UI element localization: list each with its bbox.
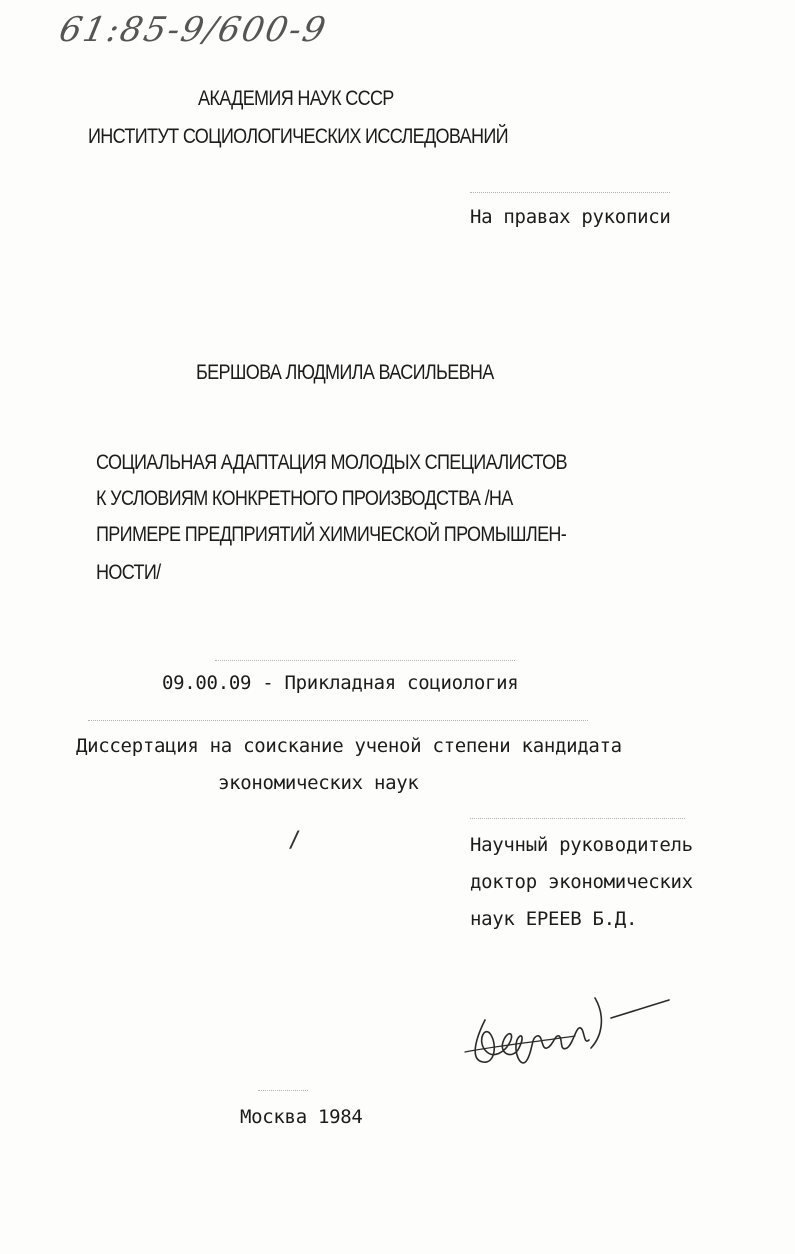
title-line-2: К УСЛОВИЯМ КОНКРЕТНОГО ПРОИЗВОДСТВА /НА <box>96 487 513 510</box>
supervisor-title: Научный руководитель <box>470 834 693 856</box>
title-line-4: НОСТИ/ <box>96 561 161 584</box>
supervisor-name: наук ЕРЕЕВ Б.Д. <box>470 908 638 930</box>
degree-line-2: экономических наук <box>218 772 419 794</box>
specialty-code: 09.00.09 - Прикладная социология <box>162 672 519 694</box>
scan-speckle <box>258 1090 308 1092</box>
author-name: БЕРШОВА ЛЮДМИЛА ВАСИЛЬЕВНА <box>196 361 494 384</box>
handwritten-signature <box>455 990 675 1080</box>
title-line-1: СОЦИАЛЬНАЯ АДАПТАЦИЯ МОЛОДЫХ СПЕЦИАЛИСТОВ <box>96 451 567 474</box>
handwritten-archive-mark: 61:85-9/600-9 <box>55 10 331 50</box>
scan-speckle <box>470 818 685 820</box>
academy-name: АКАДЕМИЯ НАУК СССР <box>198 87 394 110</box>
supervisor-degree: доктор экономических <box>470 871 693 893</box>
institute-name: ИНСТИТУТ СОЦИОЛОГИЧЕСКИХ ИССЛЕДОВАНИЙ <box>88 125 508 148</box>
manuscript-note: На правах рукописи <box>470 206 671 228</box>
title-line-3: ПРИМЕРЕ ПРЕДПРИЯТИЙ ХИМИЧЕСКОЙ ПРОМЫШЛЕН- <box>96 523 567 546</box>
scan-speckle <box>215 660 515 662</box>
scan-speckle <box>470 192 670 194</box>
place-and-year: Москва 1984 <box>240 1106 363 1128</box>
stray-slash-mark: / <box>288 828 301 853</box>
degree-line-1: Диссертация на соискание ученой степени кандидата <box>76 735 622 757</box>
scan-speckle <box>88 720 588 722</box>
